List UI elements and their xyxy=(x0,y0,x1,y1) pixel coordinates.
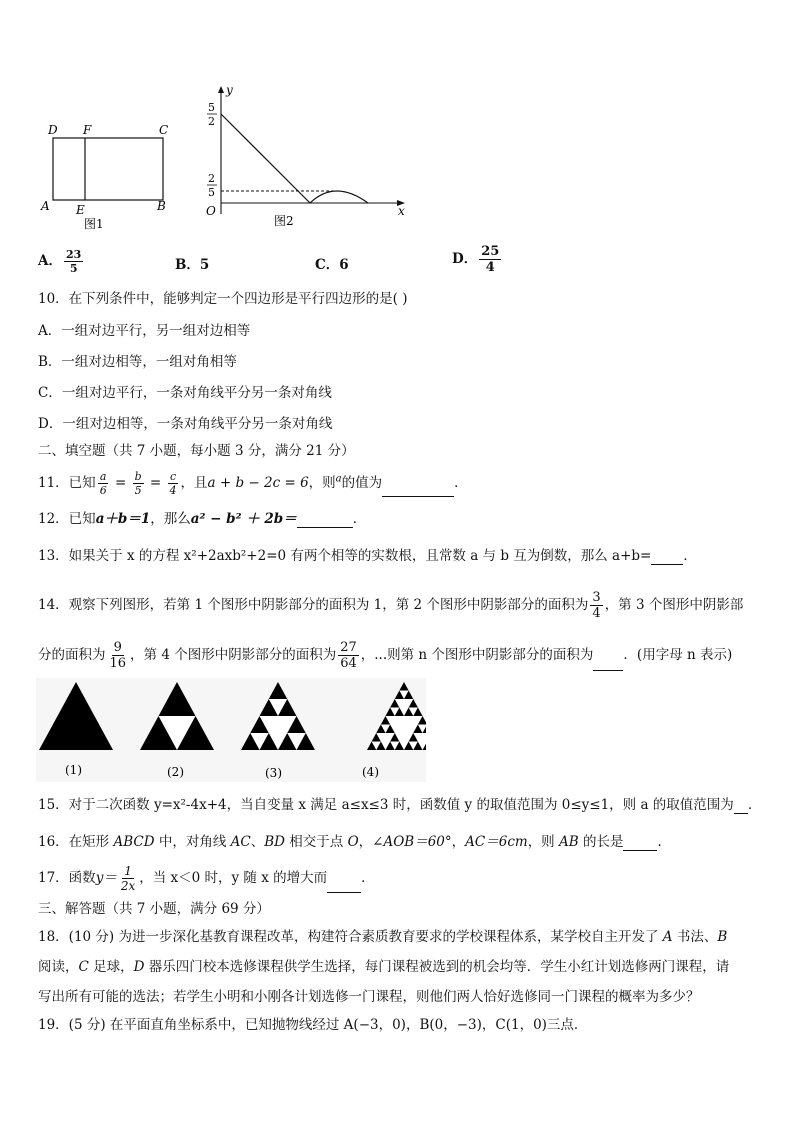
q18-l1-b: 书法、 xyxy=(676,929,718,945)
frac-num: c xyxy=(169,470,177,483)
origin-label: O xyxy=(206,204,216,218)
q10-option-b: B．一组对边相等，一组对角相等 xyxy=(38,354,237,370)
q11: 11．已知 $\frac{a}{6}$ = $\frac{b}{5}$ = $\frac{c}{4}$ ，且a + b − 2c = 6，则$^a$的值为 ． xyxy=(38,470,468,497)
frac-den: 4 xyxy=(592,606,601,621)
q15-text: 15．对于二次函数 y=x²-4x+4，当自变量 x 满足 a≤x≤3 时，函数值 y 的取值范围为 0≤y≤1，则 a 的取值范围为 xyxy=(38,797,734,813)
q13-text: 13．如果关于 x 的方程 x²+2axb²+2=0 有两个相等的实数根，且常数 a 与 b 互为倒数，那么 a+b= xyxy=(38,548,652,564)
section-2-heading: 二、填空题（共 7 小题，每小题 3 分，满分 21 分） xyxy=(38,443,355,459)
q14-line2-c: ，...则第 n 个图形中阴影部分的面积为 xyxy=(360,647,594,663)
q11-end: ． xyxy=(454,475,468,491)
descending-segment xyxy=(221,114,310,203)
q15 xyxy=(38,796,761,814)
q14-line-2 xyxy=(38,640,732,671)
q18-course-b: B xyxy=(717,929,728,945)
frac-den: 5 xyxy=(69,262,78,275)
figure-2-caption: 图2 xyxy=(274,214,294,228)
q17-prefix: 17．函数 xyxy=(38,870,96,886)
q10-option-d: D．一组对边相等，一条对角线平分另一条对角线 xyxy=(38,416,333,432)
q18-line-1 xyxy=(38,928,727,946)
figure-2-graph xyxy=(200,82,415,230)
q14-line-1 xyxy=(38,590,743,621)
q14-line2-a: 分的面积为 xyxy=(38,647,106,663)
q16-rect: ABCD xyxy=(113,834,155,850)
q14-frac-1 xyxy=(590,590,602,621)
q13-answer-blank xyxy=(651,564,683,565)
q12-expression: a² − b² ＋ 2b＝ xyxy=(190,511,297,527)
q18-line-2 xyxy=(38,958,729,976)
q16-mid1: 中，对角线 xyxy=(158,834,227,850)
q9-option-d-frac xyxy=(479,244,501,275)
q14-line2-b: ，第 4 个图形中阴影部分的面积为 xyxy=(130,647,337,663)
q13-end: ． xyxy=(683,548,697,564)
q18-course-a: A xyxy=(662,929,673,945)
q9-option-a-label: A． xyxy=(38,253,62,269)
q11-middle: ，且 xyxy=(180,475,208,491)
axis-y-label: y xyxy=(226,83,233,97)
frac-num: b xyxy=(134,470,142,483)
q12-answer-blank xyxy=(297,527,353,528)
q16-end: ． xyxy=(657,834,671,850)
q13 xyxy=(38,547,697,565)
q16-comma: ， xyxy=(358,834,373,850)
q17-y: y＝ xyxy=(95,870,117,886)
label-d: D xyxy=(48,123,58,137)
q9-option-d-label: D． xyxy=(452,251,478,267)
q14-frac-3 xyxy=(338,640,359,671)
figure-label-2: (2) xyxy=(167,765,184,779)
q10-option-a: A．一组对边平行，另一组对边相等 xyxy=(38,323,251,339)
q12-end: ． xyxy=(352,511,367,527)
frac-num: 23 xyxy=(65,248,82,261)
label-a: A xyxy=(41,199,50,213)
q10-option-c: C．一组对边平行，一条对角线平分另一条对角线 xyxy=(38,385,332,401)
q11-prefix: 11．已知 xyxy=(38,475,96,491)
q18-l2-c: 器乐四门校本选修课程供学生选择，每门课程被选到的机会均等．学生小红计划选修两门课程，请 xyxy=(148,959,730,975)
q16-angle: ∠AOB＝60° xyxy=(372,834,452,850)
q11-answer-blank xyxy=(382,496,454,497)
frac-den: 64 xyxy=(340,656,357,671)
label-f: F xyxy=(83,123,92,137)
q16 xyxy=(38,833,671,851)
q11-var: a xyxy=(335,473,342,485)
q16-comma2: ， xyxy=(451,834,466,850)
q11-frac-a xyxy=(98,470,109,497)
tick-top-den: 2 xyxy=(208,115,215,128)
q9-option-b: B．5 xyxy=(175,257,210,273)
q10-stem: 10．在下列条件中，能够判定一个四边形是平行四边形的是( ) xyxy=(38,291,408,307)
rectangle-abcd xyxy=(53,138,163,200)
q17-tail: ，当 x＜0 时，y 随 x 的增大而 xyxy=(139,870,328,886)
q12 xyxy=(38,510,366,528)
frac-den: 16 xyxy=(109,656,127,671)
q19: 19．(5 分) 在平面直角坐标系中，已知抛物线经过 A(−3，0)，B(0，−3)，C(1，0)三点． xyxy=(38,1017,588,1033)
q15-answer-blank xyxy=(734,813,748,814)
q17-answer-blank xyxy=(327,892,361,893)
q16-mid3: ，则 xyxy=(527,834,555,850)
q18-line-3: 写出所有可能的选法；若学生小明和小刚各计划选修一门课程，则他们两人恰好选修同一门课程的概率为多少？ xyxy=(38,989,700,1005)
q18-l2-a: 阅读， xyxy=(38,959,79,975)
label-b: B xyxy=(157,199,166,213)
frac-num: 1 xyxy=(124,864,132,878)
section-3-heading: 三、解答题（共 7 小题，满分 69 分） xyxy=(38,901,270,917)
label-c: C xyxy=(159,123,169,137)
q16-bd: BD xyxy=(264,834,285,850)
q16-o: O xyxy=(347,834,359,850)
q17 xyxy=(38,864,375,893)
y-axis-arrow xyxy=(218,86,224,93)
figure-label-1: (1) xyxy=(65,763,82,777)
tick-low-den: 5 xyxy=(208,186,215,199)
tick-top-num: 5 xyxy=(208,101,215,114)
q11-tail2: 的值为 xyxy=(341,475,383,491)
tick-low-num: 2 xyxy=(208,172,215,185)
q14-line1-a: 14．观察下列图形，若第 1 个图形中阴影部分的面积为 1，第 2 个图形中阴影部分的面积为 xyxy=(38,597,589,613)
q16-tail: 的长是 xyxy=(582,834,624,850)
q12-middle: ，那么 xyxy=(150,511,191,527)
arch-curve xyxy=(310,191,368,203)
q18-course-c: C xyxy=(78,959,89,975)
frac-num: 3 xyxy=(592,590,601,605)
figure-label-4: (4) xyxy=(362,765,379,779)
frac-num: a xyxy=(99,470,107,483)
q9-option-a-frac xyxy=(64,248,83,275)
frac-den: 4 xyxy=(169,484,177,497)
q9-option-d xyxy=(452,244,503,275)
figure-label-3: (3) xyxy=(265,766,282,780)
q16-mid2: 相交于点 xyxy=(289,834,344,850)
q16-answer-blank xyxy=(623,850,657,851)
q14-frac-2 xyxy=(108,640,129,671)
q15-end: ． xyxy=(747,797,762,813)
frac-num: 9 xyxy=(113,640,122,655)
q9-option-a xyxy=(38,248,85,275)
q14-line1-b: ，第 3 个图形中阴影部 xyxy=(604,597,744,613)
figure-1-caption: 图1 xyxy=(84,217,104,231)
figure-1-rectangle xyxy=(38,118,178,232)
q18-l1-a: 18．(10 分) 为进一步深化基教育课程改革，构建符合素质教育要求的学校课程体系，某学校自主开发了 xyxy=(38,929,659,945)
q11-frac-c xyxy=(168,470,179,497)
q12-prefix: 12．已知 xyxy=(38,511,96,527)
q11-tail1: ，则 xyxy=(308,475,336,491)
label-e: E xyxy=(76,203,85,217)
q18-l2-b: 足球， xyxy=(93,959,134,975)
frac-num: 25 xyxy=(481,244,500,259)
q11-frac-b xyxy=(133,470,144,497)
frac-den: 2x xyxy=(120,879,136,893)
q9-option-c: C．6 xyxy=(315,257,349,273)
q14-answer-blank xyxy=(593,670,623,671)
q16-sep: 、 xyxy=(250,834,265,850)
q16-length: AC＝6cm xyxy=(465,834,528,850)
q16-ab: AB xyxy=(558,834,579,850)
q14-line2-d: ．(用字母 n 表示) xyxy=(623,647,733,663)
q17-end: ． xyxy=(361,870,375,886)
q11-condition: a + b − 2c = 6 xyxy=(207,475,309,491)
axis-x-label: x xyxy=(398,204,405,218)
q12-condition: a＋b＝1 xyxy=(95,511,151,527)
frac-num: 27 xyxy=(340,640,357,655)
q18-course-d: D xyxy=(133,959,145,975)
frac-den: 4 xyxy=(485,260,495,275)
q17-frac xyxy=(119,864,137,893)
frac-den: 5 xyxy=(134,484,142,497)
q16-ac: AC xyxy=(230,834,251,850)
q14-triangle-figures xyxy=(36,678,426,782)
frac-den: 6 xyxy=(99,484,107,497)
q16-prefix: 16．在矩形 xyxy=(38,834,110,850)
